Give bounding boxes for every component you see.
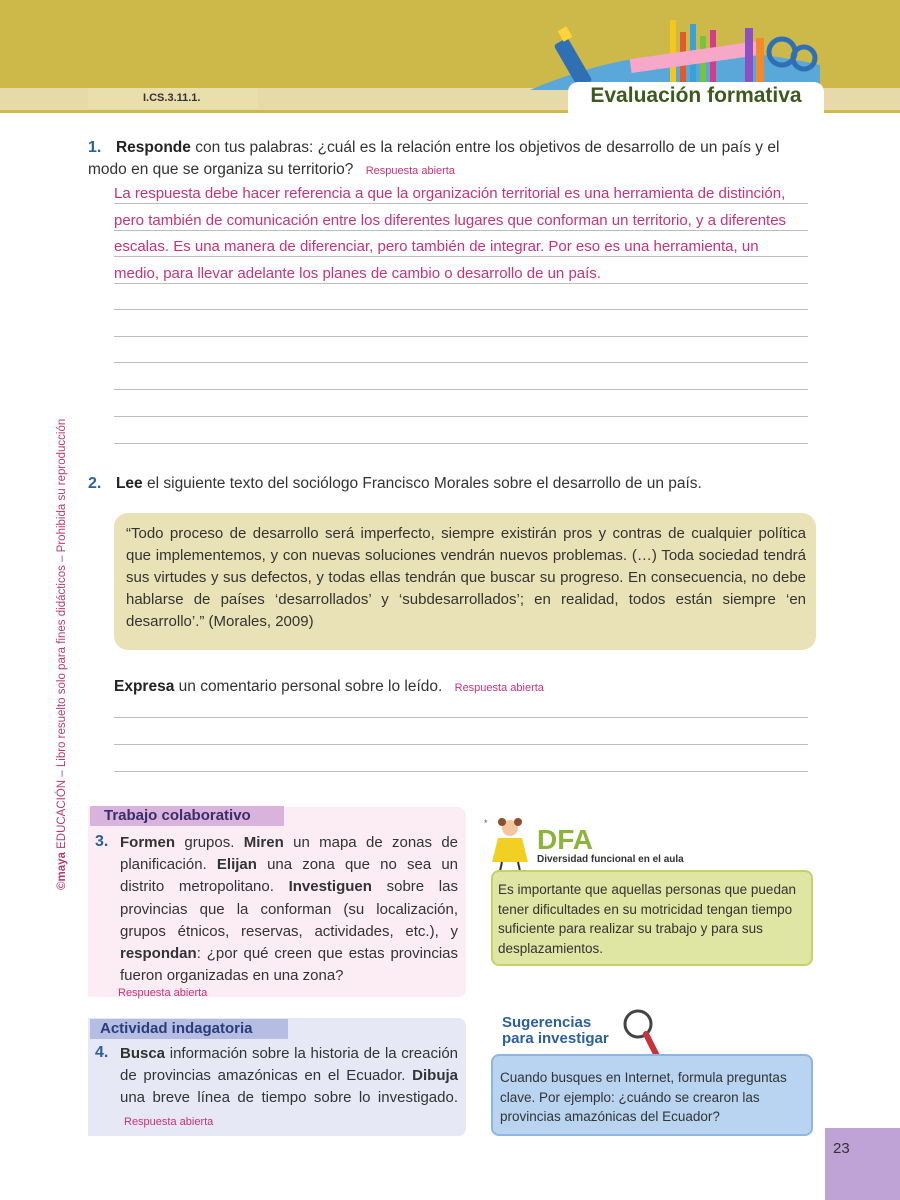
school-supplies-illustration [520,10,820,90]
comment-prompt [114,676,814,699]
answer-rule [114,230,808,231]
question-verb: Responde [115,139,191,156]
suggest-title-line: Sugerencias [502,1014,592,1031]
inquiry-text [120,1043,458,1133]
answer-rule [114,203,808,204]
quote-text: “Todo proceso de desarrollo será imperfecto, siempre existirán pros y contras de cualquier política que implementemos, y con nuevas soluciones vendrán nuevos problemas. (…) Toda sociedad tendrá sus virtudes y sus defectos, y todas ellas tendrán que buscar su progreso. En consecuencia, no debe hablarse de países ‘desarrollados’ y ‘subdesarrollados’; en realidad, todos están siempre ‘en desarrollo’.” (Morales, 2009) [126,525,806,630]
question-number: 4. [95,1044,109,1061]
text: grupos. [184,834,235,851]
text: : ¿por qué creen que estas provincias fueron organizadas en una zona? [120,945,458,985]
open-answer-badge: Respuesta abierta [124,1115,214,1128]
question-2 [88,473,814,495]
page-number: 23 [833,1140,850,1157]
question-number: 2. [88,475,102,492]
collab-text [120,832,458,987]
prompt-verb: Expresa [114,678,175,695]
suggest-title [502,1015,609,1047]
answer-rule [114,362,808,363]
question-number: 3. [95,833,109,850]
verb: respondan [120,945,197,963]
text: información sobre la historia de la creación de provincias amazónicas en el Ecuador. [120,1045,459,1085]
answer-rule [114,744,808,745]
answer-rule [114,283,808,284]
verb: Formen [120,834,176,851]
copyright-text: EDUCACIÓN – Libro resuelto solo para fines didácticos – Prohibida su reproducción [56,418,68,849]
verb: Miren [243,834,284,851]
text: sobre las provincias que la conforman (su localización, grupos étnicos, reservas, actividades, etc.), y [120,878,458,940]
question-verb: Lee [115,475,143,492]
verb: Elijan [216,856,257,874]
question-number: 1. [88,139,102,156]
collab-tab: Trabajo colaborativo [90,806,284,826]
answer-rule [114,443,808,444]
verb: Busca [120,1045,166,1062]
suggest-text: Cuando busques en Internet, formula preguntas clave. Por ejemplo: ¿cuándo se crearon las provincias amazónicas del Ecuador? [500,1070,787,1124]
dfa-title: DFA [537,824,593,855]
open-answer-badge: Respuesta abierta [454,682,544,694]
answer-rule [114,309,808,310]
dfa-subtitle: Diversidad funcional en el aula [537,854,684,865]
answer-rule [114,256,808,257]
prompt-text: un comentario personal sobre lo leído. [178,678,443,695]
inquiry-tab: Actividad indagatoria [90,1019,288,1039]
girl-illustration-icon [484,816,538,872]
answer-1 [114,181,808,287]
question-text: con tus palabras: ¿cuál es la relación entre los objetivos de desarrollo de un país y el modo en que se organiza su territorio? [88,139,780,178]
skill-code: I.CS.3.11.1. [88,88,258,109]
suggest-title-line: para investigar [502,1030,609,1047]
answer-rule [114,771,808,772]
svg-text:*: * [484,818,488,828]
open-answer-badge: Respuesta abierta [365,165,455,177]
question-1 [88,137,814,182]
answer-line-text: pero también de comunicación entre los diferentes lugares que conforman un territorio, y a diferentes [114,211,787,229]
dfa-text: Es importante que aquellas personas que puedan tener dificultades en su motricidad tengan tiempo suficiente para realizar su trabajo y para sus desplazamientos. [498,882,796,956]
page-number-box [825,1128,900,1200]
answer-line-text: La respuesta debe hacer referencia a que la organización territorial es una herramienta de distinción, [114,185,786,202]
open-answer-badge: Respuesta abierta [118,987,208,999]
answer-rule [114,416,808,417]
text: un mapa de zonas de planificación. [120,834,459,874]
answer-line-text: escalas. Es una manera de diferenciar, pero también de integrar. Por eso es una herramienta, un [114,238,759,255]
section-title: Evaluación formativa [590,84,802,107]
answer-line-text: medio, para llevar adelante los planes de cambio o desarrollo de un país. [114,264,601,282]
brand-logo: ©maya [56,852,68,890]
text: una breve línea de tiempo sobre lo investigado. [120,1089,458,1107]
copyright-side-note [56,0,68,890]
verb: Dibuja [412,1067,458,1085]
answer-rule [114,389,808,390]
answer-rule [114,336,808,337]
question-text: el siguiente texto del sociólogo Francisco Morales sobre el desarrollo de un país. [147,475,702,492]
answer-rule [114,717,808,718]
verb: Investiguen [288,878,372,896]
text: una zona que no sea un distrito metropolitano. [120,856,459,896]
